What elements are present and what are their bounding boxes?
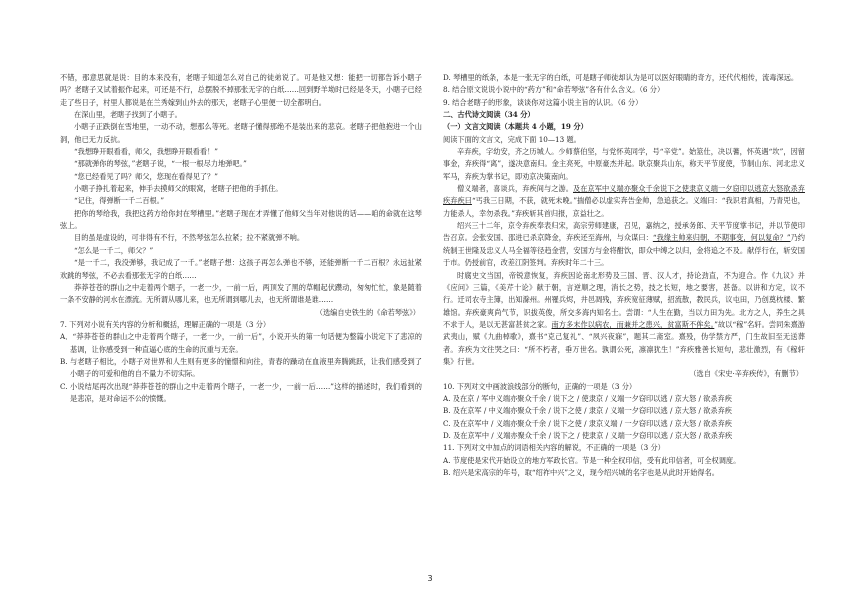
option-c: C. 及在京军中 / 义端亦聚众千余 / 说下之使 / 隶京义端 / 一夕窃印以逃 / 京大怒 / 欲杀弃疾 bbox=[443, 418, 732, 428]
classical-paragraph bbox=[443, 183, 805, 220]
option-b: B. 与老瞎子相比，小瞎子对世界和人生则有更多的憧憬和向往，青春的躁动在血液里奔腾跳跃，让我们感受到了小瞎子的可爱和他的自不量力不切实际。 bbox=[60, 356, 422, 379]
dialogue-line: “记住，得弹断一千二百根。” bbox=[74, 196, 165, 206]
classical-paragraph bbox=[443, 220, 805, 269]
classical-text: ”故以“稼”名轩。尝同朱熹游武夷山，赋《九曲棹歌》，熹书“克己复礼”、“夙兴夜寐”，题其二斋室。熹殁，伪学禁方严，门生故旧至无送葬者。弃疾为文往哭之曰：“所不朽者，垂万世名。孰谓公死，凛凛犹生！”弃疾雅善长短句，悲壮激烈，有《稼轩集》行世。 bbox=[443, 319, 805, 366]
question-9: 9. 结合老瞎子的形象，谈谈你对这篇小说主旨的认识。（6 分） bbox=[443, 97, 643, 107]
story-paragraph: 在深山里，老瞎子找到了小瞎子。 bbox=[74, 110, 182, 120]
option-b: B. 及在京军 / 中义端亦聚众千余 / 说下之使 / 隶京 / 义端一夕窃印以逃 / 京大怒 / 欲杀弃疾 bbox=[443, 406, 732, 416]
option-b: B. 绍兴是宋高宗的年号，取“绍祚中兴”之义，现今绍兴城的名字也是从此时开始得名。 bbox=[443, 468, 719, 477]
option-c: C. 小说结尾再次出现“莽莽苍苍的群山之中走着两个瞎子，一老一少，一前一后……”这样的描述时，我们看到的是悲凉，是对命运不公的愤慨。 bbox=[60, 381, 422, 403]
page-number: 3 bbox=[427, 574, 433, 583]
right-column bbox=[443, 72, 805, 479]
option-d: D. 琴槽里的纸条，本是一张无字的白纸，可是瞎子师徒却认为是可以医好眼睛的奇方，还代代相传，流毒深远。 bbox=[443, 73, 799, 82]
story-paragraph: 不错，那意思就是说：目的本来没有，老瞎子知道怎么对自己的徒弟说了。可是他又想：能把一切都告诉小瞎子吗？老瞎子又试着振作起来，可还是不行，总摆脱不掉那张无字的白纸……回到野羊坳时已经是冬天，小瞎子已经走了些日子，村里人都说是在兰秀嫁到山外去的那天，老瞎子心里便一切全都明白。 bbox=[60, 73, 422, 107]
classical-text: 绍兴三十二年，京令弃疾奉表归宋，高宗劳师建康，召见，嘉纳之，授承务郎、天平节度掌书记，并以节使印告召京。会张安国、邵进已杀京降金，弃疾还至海州，与众谋曰： bbox=[443, 221, 805, 243]
section-heading: 二、古代诗文阅读（34 分） bbox=[443, 110, 535, 120]
classical-text: 时腐史文当国，帝锐意恢复，弃疾因论南北形势及三国、晋、汉人才，持论劲直，不为迎合。作《九议》并《应问》三篇，《美芹十论》献于朝，言逆顺之理，消长之势，技之长短，地之要害，甚备。以讲和方定，议不行。迁司农寺主簿，出知滁州。州罹兵烬，井邑凋残，弃疾宽征薄赋，招流散，教民兵，议屯田，乃创奠枕楼、繁雄馆。弃疾豪爽尚气节，识拔英俊，所交多海内知名士。尝谓：“人生在勤，当以力田为先。北方之人，养生之具不求于人，是以无甚富甚贫之家。 bbox=[443, 270, 805, 329]
wavy-underlined-text: 及在京军中义端亦聚众千余说下之使隶京义端一夕窃印以逃京大怒欲杀弃疾弃疾曰 bbox=[443, 184, 805, 206]
underlined-sentence: “我缘主帅来归朝，不期事变，何以复命？” bbox=[652, 233, 791, 243]
question-8: 8. 结合原文说说小说中的“药方”和“命若琴弦”各有什么含义。（6 分） bbox=[443, 85, 665, 95]
subsection-heading: （一）文言文阅读（本题共 4 小题，19 分） bbox=[443, 122, 588, 132]
dialogue-line: “您已经看见了吗？师父，您现在看得见了？” bbox=[74, 171, 218, 181]
classical-text: “丐我三日期，不获，就死未晚。”揣僧必以虚实奔告金帅，急追获之。义端曰：“我识君真相，乃青兕也，力能杀人，幸勿杀我。”弃疾斩其首归报，京益壮之。 bbox=[443, 196, 805, 218]
story-paragraph: 小瞎子正跌倒在雪地里，一动不动，想那么等死。老瞎子懂得那绝不是装出来的悲哀。老瞎子把他抱进一个山洞，他已无力反抗。 bbox=[60, 122, 422, 144]
classical-text: 乃约统制王世隆及忠义人马全福等径趋金营，安国方与金将酣饮，即众中缚之以归，金将追之不及。献俘行在，斩安国于市。仍授前官，改差江阴签判。弃疾时年二十三。 bbox=[443, 233, 805, 268]
reading-instruction: 阅读下面的文言文，完成下面 10—13 题。 bbox=[443, 134, 581, 144]
underlined-sentence: 南方多末作以病农，而兼并之患兴，贫富斯不侔矣。 bbox=[551, 319, 715, 329]
dialogue-line: “我想睁开眼看看，师父，我想睁开眼看看！” bbox=[74, 147, 218, 157]
question-7: 7. 下列对小说有关内容的分析和概括，理解正确的一项是（3 分） bbox=[60, 319, 271, 329]
left-column bbox=[60, 72, 422, 405]
classical-text: 僧义端者，喜谈兵，弃疾间与之游。 bbox=[457, 184, 574, 194]
option-d: D. 及在京军中 / 义端亦聚众千余 / 说下之 / 使隶京 / 义端一夕窃印以逃 / 京大怒 / 欲杀弃疾 bbox=[443, 430, 733, 440]
dialogue-line: “怎么是一千二，师父？” bbox=[74, 245, 154, 255]
question-10: 10. 下列对文中画波浪线部分的断句，正确的一项是（3 分） bbox=[443, 381, 637, 391]
classical-source: （选自《宋史·辛弃疾传》，有删节） bbox=[689, 369, 803, 379]
story-paragraph: 小瞎子挣扎着起来，伸手去摸师父的眼窝，老瞎子把他的手抓住。 bbox=[74, 184, 283, 194]
option-a: A．“莽莽苍苍的群山之中走着两个瞎子，一老一少，一前一后”，小说开头的第一句话便为整篇小说定下了悲凉的基调，让你感受到一种直逼心底的生命的沉重与无奈。 bbox=[60, 332, 422, 354]
dialogue-line: “那就弹你的琴弦，”老瞎子说，“一根一根尽力地弹吧。” bbox=[74, 159, 247, 169]
option-a: A. 及在京 / 军中义端亦聚众千余 / 说下之 / 使隶京 / 义端一夕窃印以逃 / 京大怒 / 欲杀弃疾 bbox=[443, 393, 732, 403]
story-paragraph: 莽莽苍苍的群山之中走着两个瞎子，一老一少，一前一后，两顶发了黑的草帽起伏躜动，匆匆忙忙，象是随着一条不安静的河水在漂流。无所谓从哪儿来，也无所谓到哪儿去，也无所谓谁是谁…… bbox=[60, 282, 422, 305]
story-source: （选编自史铁生的《命若琴弦》） bbox=[315, 307, 420, 317]
question-11: 11. 下列对文中加点的词语相关内容的解说，不正确的一项是（3 分） bbox=[443, 443, 665, 453]
story-paragraph: 目的虽是虚设的，可非得有不行，不然琴弦怎么拉紧；拉不紧就弹不响。 bbox=[74, 233, 305, 243]
story-paragraph: “是一千二，我没弹够，我记成了一千。”老瞎子想：这孩子再怎么弹也不够，还能弹断一千二百根？永远扯紧欢跳的琴弦，不必去看那张无字的白纸…… bbox=[60, 258, 422, 280]
classical-paragraph bbox=[443, 270, 805, 369]
option-a: A. 节度使是宋代开始设立的地方军政长官。节是一种全权印信，受有此印信者，可全权调度。 bbox=[443, 455, 741, 465]
classical-paragraph: 辛弃疾，字幼安，齐之历城人。少师蔡伯坚，与党怀英同学，号“辛党”。始筮仕，决以蓍，怀英遇“坎”，因留事金，弃疾得“离”，遂决意南归。金主亮死，中原豪杰并起。耿京聚兵山东，称天平节度使，节制山东、河北忠义军马，弃疾为掌书记，即劝京决策南向。 bbox=[443, 147, 805, 181]
story-paragraph: 把你的琴给我，我把这药方给你封在琴槽里。”老瞎子现在才弄懂了他师父当年对他说的话——咱的命就在这琴弦上。 bbox=[60, 208, 422, 231]
